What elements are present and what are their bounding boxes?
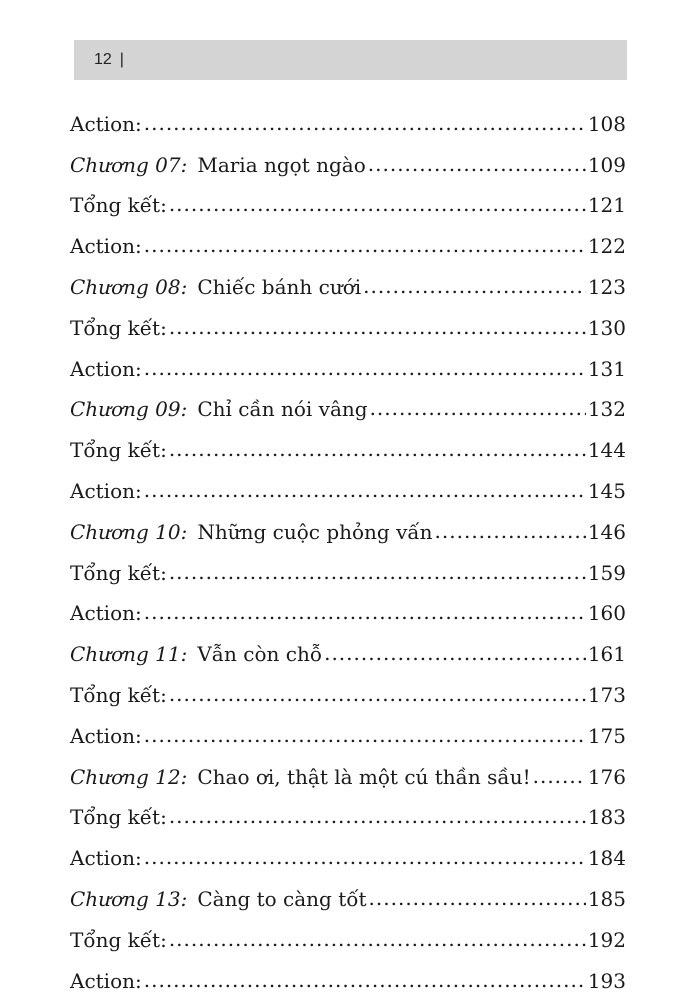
dot-leader [144,600,586,624]
toc-chapter-label: Chương 09: [70,397,188,422]
toc-entry [70,99,626,140]
toc-entry-label: Action: [70,478,142,503]
toc-entry-label: Action: [70,234,142,259]
toc-entry [70,425,626,466]
toc-chapter-title: Chỉ cần nói vâng [197,397,368,422]
toc-page-number: 175 [587,723,626,748]
toc-entry-label: Tổng kết: [70,438,167,463]
toc-entry-label: Tổng kết: [70,193,167,218]
toc-chapter-title: Chiếc bánh cưới [197,274,362,299]
toc-chapter-label: Chương 07: [70,152,188,177]
dot-leader [144,233,586,257]
toc-chapter-title: Vẫn còn chỗ [197,642,323,667]
toc-page-number: 183 [587,805,626,830]
toc-page-number: 144 [587,438,626,463]
toc-page-number: 176 [587,764,626,789]
toc-chapter-label: Chương 11: [70,642,188,667]
dot-leader [369,886,586,910]
toc-page-number: 173 [587,682,626,707]
toc-entry-label: Action: [70,968,142,993]
toc-entry [70,181,626,222]
toc-entry [70,915,626,956]
dot-leader [169,804,586,828]
dot-leader [169,927,586,951]
toc-entry [70,793,626,834]
dot-leader [435,519,586,543]
toc-entry [70,956,626,997]
toc-chapter-label: Chương 08: [70,274,188,299]
toc-entry [70,466,626,507]
dot-leader [169,315,586,339]
toc-page-number: 185 [587,886,626,911]
dot-leader [533,764,586,788]
toc-page-number: 121 [587,193,626,218]
toc-entry [70,507,626,548]
dot-leader [144,111,586,135]
toc-entry-label: Tổng kết: [70,682,167,707]
toc-page-number: 123 [587,274,626,299]
toc-page-number: 122 [587,234,626,259]
toc-page-number: 145 [587,478,626,503]
toc-page-number: 146 [587,519,626,544]
toc-chapter-title: Chao ơi, thật là một cú thần sầu! [197,764,531,789]
toc-page-number: 108 [587,111,626,136]
toc-chapter-label: Chương 13: [70,886,188,911]
toc-page-number: 131 [587,356,626,381]
toc-chapter-label: Chương 10: [70,519,188,544]
dot-leader [144,723,586,747]
toc-entry [70,262,626,303]
toc-chapter-label: Chương 12: [70,764,188,789]
toc-entry [70,344,626,385]
toc-page-number: 184 [587,846,626,871]
toc-entry-label: Action: [70,111,142,136]
toc-page-number: 192 [587,927,626,952]
toc-page-number: 132 [587,397,626,422]
toc-entry-label: Tổng kết: [70,805,167,830]
dot-leader [144,356,586,380]
toc-entry [70,548,626,589]
toc-entry [70,385,626,426]
toc-page-number: 109 [587,152,626,177]
dot-leader [144,478,586,502]
toc-page-number: 161 [587,642,626,667]
dot-leader [370,396,586,420]
page-number: 12 [94,51,112,68]
toc-page-number: 159 [587,560,626,585]
toc-entry [70,670,626,711]
toc-entry [70,303,626,344]
toc-page-number: 160 [587,601,626,626]
toc-page-number: 130 [587,315,626,340]
toc-entry-label: Action: [70,356,142,381]
dot-leader [144,845,586,869]
header-separator: | [119,51,124,68]
toc-entry [70,752,626,793]
toc-entry-label: Tổng kết: [70,315,167,340]
dot-leader [169,560,586,584]
dot-leader [144,968,586,992]
toc-entry-label: Tổng kết: [70,560,167,585]
toc-entry [70,589,626,630]
toc-entry [70,221,626,262]
toc-chapter-title: Maria ngọt ngào [197,152,366,177]
toc-entry-label: Action: [70,846,142,871]
dot-leader [324,641,586,665]
toc-chapter-title: Càng to càng tốt [197,886,367,911]
dot-leader [169,682,586,706]
toc-entry [70,833,626,874]
toc-entry [70,140,626,181]
toc-entry-label: Action: [70,723,142,748]
toc-entry-label: Tổng kết: [70,927,167,952]
toc-entry [70,874,626,915]
toc-entry-label: Action: [70,601,142,626]
table-of-contents [70,99,626,997]
toc-entry [70,711,626,752]
dot-leader [169,437,586,461]
toc-page-number: 193 [587,968,626,993]
dot-leader [363,274,586,298]
running-header [74,40,627,80]
dot-leader [368,152,586,176]
toc-entry [70,629,626,670]
toc-chapter-title: Những cuộc phỏng vấn [197,519,433,544]
dot-leader [169,192,586,216]
